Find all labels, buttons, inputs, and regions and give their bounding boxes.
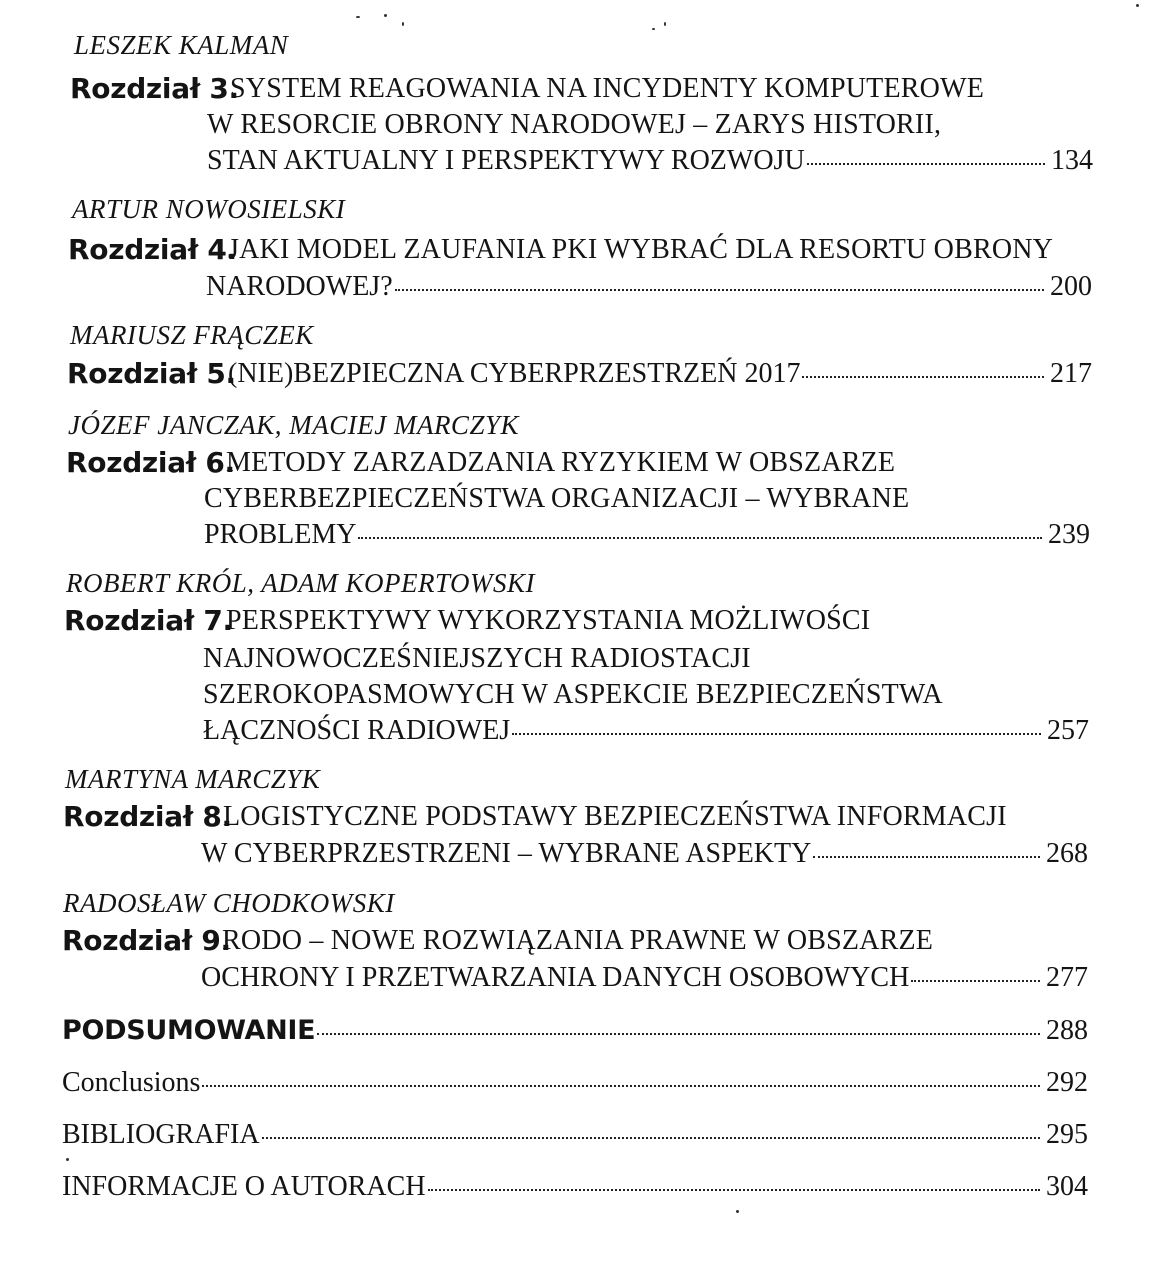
chapter-9-label: Rozdział 9. [62, 924, 231, 957]
chapter-6-page-number: 239 [1048, 519, 1090, 550]
chapter-7-page-number: 257 [1047, 715, 1089, 746]
scan-speck [66, 1158, 69, 1161]
chapter-6-title-line-3: PROBLEMY [204, 519, 357, 550]
conclusions-title: Conclusions [62, 1067, 201, 1098]
dot-leader [202, 1085, 1040, 1087]
scan-speck [1136, 4, 1139, 7]
dot-leader [813, 856, 1040, 858]
bibliography-entry-row[interactable] [62, 1118, 1088, 1152]
scan-speck [356, 16, 360, 18]
chapter-6-entry-row[interactable] [204, 518, 1090, 552]
bibliography-title: BIBLIOGRAFIA [62, 1119, 260, 1150]
chapter-5-label: Rozdział 5. [67, 357, 236, 390]
conclusions-page-number: 292 [1046, 1067, 1088, 1098]
summary-entry-row[interactable] [62, 1014, 1088, 1048]
chapter-4-label: Rozdział 4. [68, 233, 237, 266]
chapter-3-title-line-2: W RESORCIE OBRONY NARODOWEJ – ZARYS HISTORII, [207, 109, 942, 140]
chapter-6-title-line-1: METODY ZARZADZANIA RYZYKIEM W OBSZARZE [226, 447, 896, 478]
chapter-4-author: ARTUR NOWOSIELSKI [72, 194, 346, 224]
bibliography-page-number: 295 [1046, 1119, 1088, 1150]
chapter-3-page-number: 134 [1051, 145, 1093, 176]
dot-leader [317, 1033, 1040, 1035]
chapter-4-page-number: 200 [1050, 271, 1092, 302]
chapter-3-author: LESZEK KALMAN [74, 30, 289, 60]
chapter-5-author: MARIUSZ FRĄCZEK [70, 320, 314, 350]
dot-leader [428, 1189, 1040, 1191]
chapter-9-title-line-1: RODO – NOWE ROZWIĄZANIA PRAWNE W OBSZARZE [222, 925, 934, 956]
chapter-8-label: Rozdział 8. [63, 800, 232, 833]
chapter-6-authors: JÓZEF JANCZAK, MACIEJ MARCZYK [68, 410, 519, 440]
summary-page-number: 288 [1046, 1015, 1088, 1046]
authors-info-entry-row[interactable] [62, 1170, 1088, 1204]
chapter-9-author: RADOSŁAW CHODKOWSKI [63, 888, 395, 918]
scan-speck [652, 28, 655, 30]
scan-speck [664, 22, 666, 26]
chapter-7-authors: ROBERT KRÓL, ADAM KOPERTOWSKI [66, 568, 536, 598]
chapter-4-title-line-1: JAKI MODEL ZAUFANIA PKI WYBRAĆ DLA RESORTU OBRONY [228, 234, 1054, 265]
dot-leader [802, 376, 1044, 378]
chapter-3-title-line-3: STAN AKTUALNY I PERSPEKTYWY ROZWOJU [207, 145, 805, 176]
chapter-3-label: Rozdział 3. [70, 72, 239, 105]
chapter-7-entry-row[interactable] [203, 714, 1089, 748]
chapter-5-title: (NIE)BEZPIECZNA CYBERPRZESTRZEŃ 2017 [228, 358, 801, 389]
dot-leader [358, 537, 1042, 539]
chapter-9-page-number: 277 [1046, 962, 1088, 993]
chapter-4-entry-row[interactable] [206, 270, 1092, 304]
chapter-7-title-line-3: SZEROKOPASMOWYCH W ASPEKCIE BEZPIECZEŃSTWA [203, 679, 943, 710]
chapter-8-page-number: 268 [1046, 838, 1088, 869]
chapter-8-author: MARTYNA MARCZYK [65, 764, 321, 794]
authors-info-page-number: 304 [1046, 1171, 1088, 1202]
chapter-9-title-line-2: OCHRONY I PRZETWARZANIA DANYCH OSOBOWYCH [201, 962, 910, 993]
chapter-7-title-line-2: NAJNOWOCZEŚNIEJSZYCH RADIOSTACJI [203, 643, 751, 674]
dot-leader [512, 733, 1041, 735]
conclusions-entry-row[interactable] [62, 1066, 1088, 1100]
chapter-5-page-number: 217 [1050, 358, 1092, 389]
chapter-8-title-line-1: LOGISTYCZNE PODSTAWY BEZPIECZEŃSTWA INFORMACJI [223, 801, 1007, 832]
dot-leader [395, 289, 1044, 291]
chapter-9-entry-row[interactable] [201, 961, 1088, 995]
scan-speck [736, 1210, 739, 1213]
chapter-8-title-line-2: W CYBERPRZESTRZENI – WYBRANE ASPEKTY [201, 838, 812, 869]
chapter-8-entry-row[interactable] [201, 837, 1088, 871]
dot-leader [262, 1137, 1040, 1139]
chapter-4-title-line-2: NARODOWEJ? [206, 271, 393, 302]
scan-speck [402, 22, 404, 26]
chapter-7-label: Rozdział 7. [64, 604, 233, 637]
authors-info-title: INFORMACJE O AUTORACH [62, 1171, 426, 1202]
dot-leader [807, 163, 1045, 165]
chapter-7-title-line-1: PERSPEKTYWY WYKORZYSTANIA MOŻLIWOŚCI [226, 605, 871, 636]
dot-leader [911, 980, 1040, 982]
scan-speck [384, 14, 387, 17]
chapter-3-entry-row[interactable] [207, 144, 1093, 178]
chapter-7-title-line-4: ŁĄCZNOŚCI RADIOWEJ [203, 715, 511, 746]
chapter-6-title-line-2: CYBERBEZPIECZEŃSTWA ORGANIZACJI – WYBRANE [204, 483, 910, 514]
chapter-5-entry-row[interactable] [228, 357, 1092, 391]
chapter-6-label: Rozdział 6. [66, 446, 235, 479]
chapter-3-title-line-1: SYSTEM REAGOWANIA NA INCYDENTY KOMPUTEROWE [230, 73, 985, 104]
summary-title: PODSUMOWANIE [62, 1015, 316, 1046]
